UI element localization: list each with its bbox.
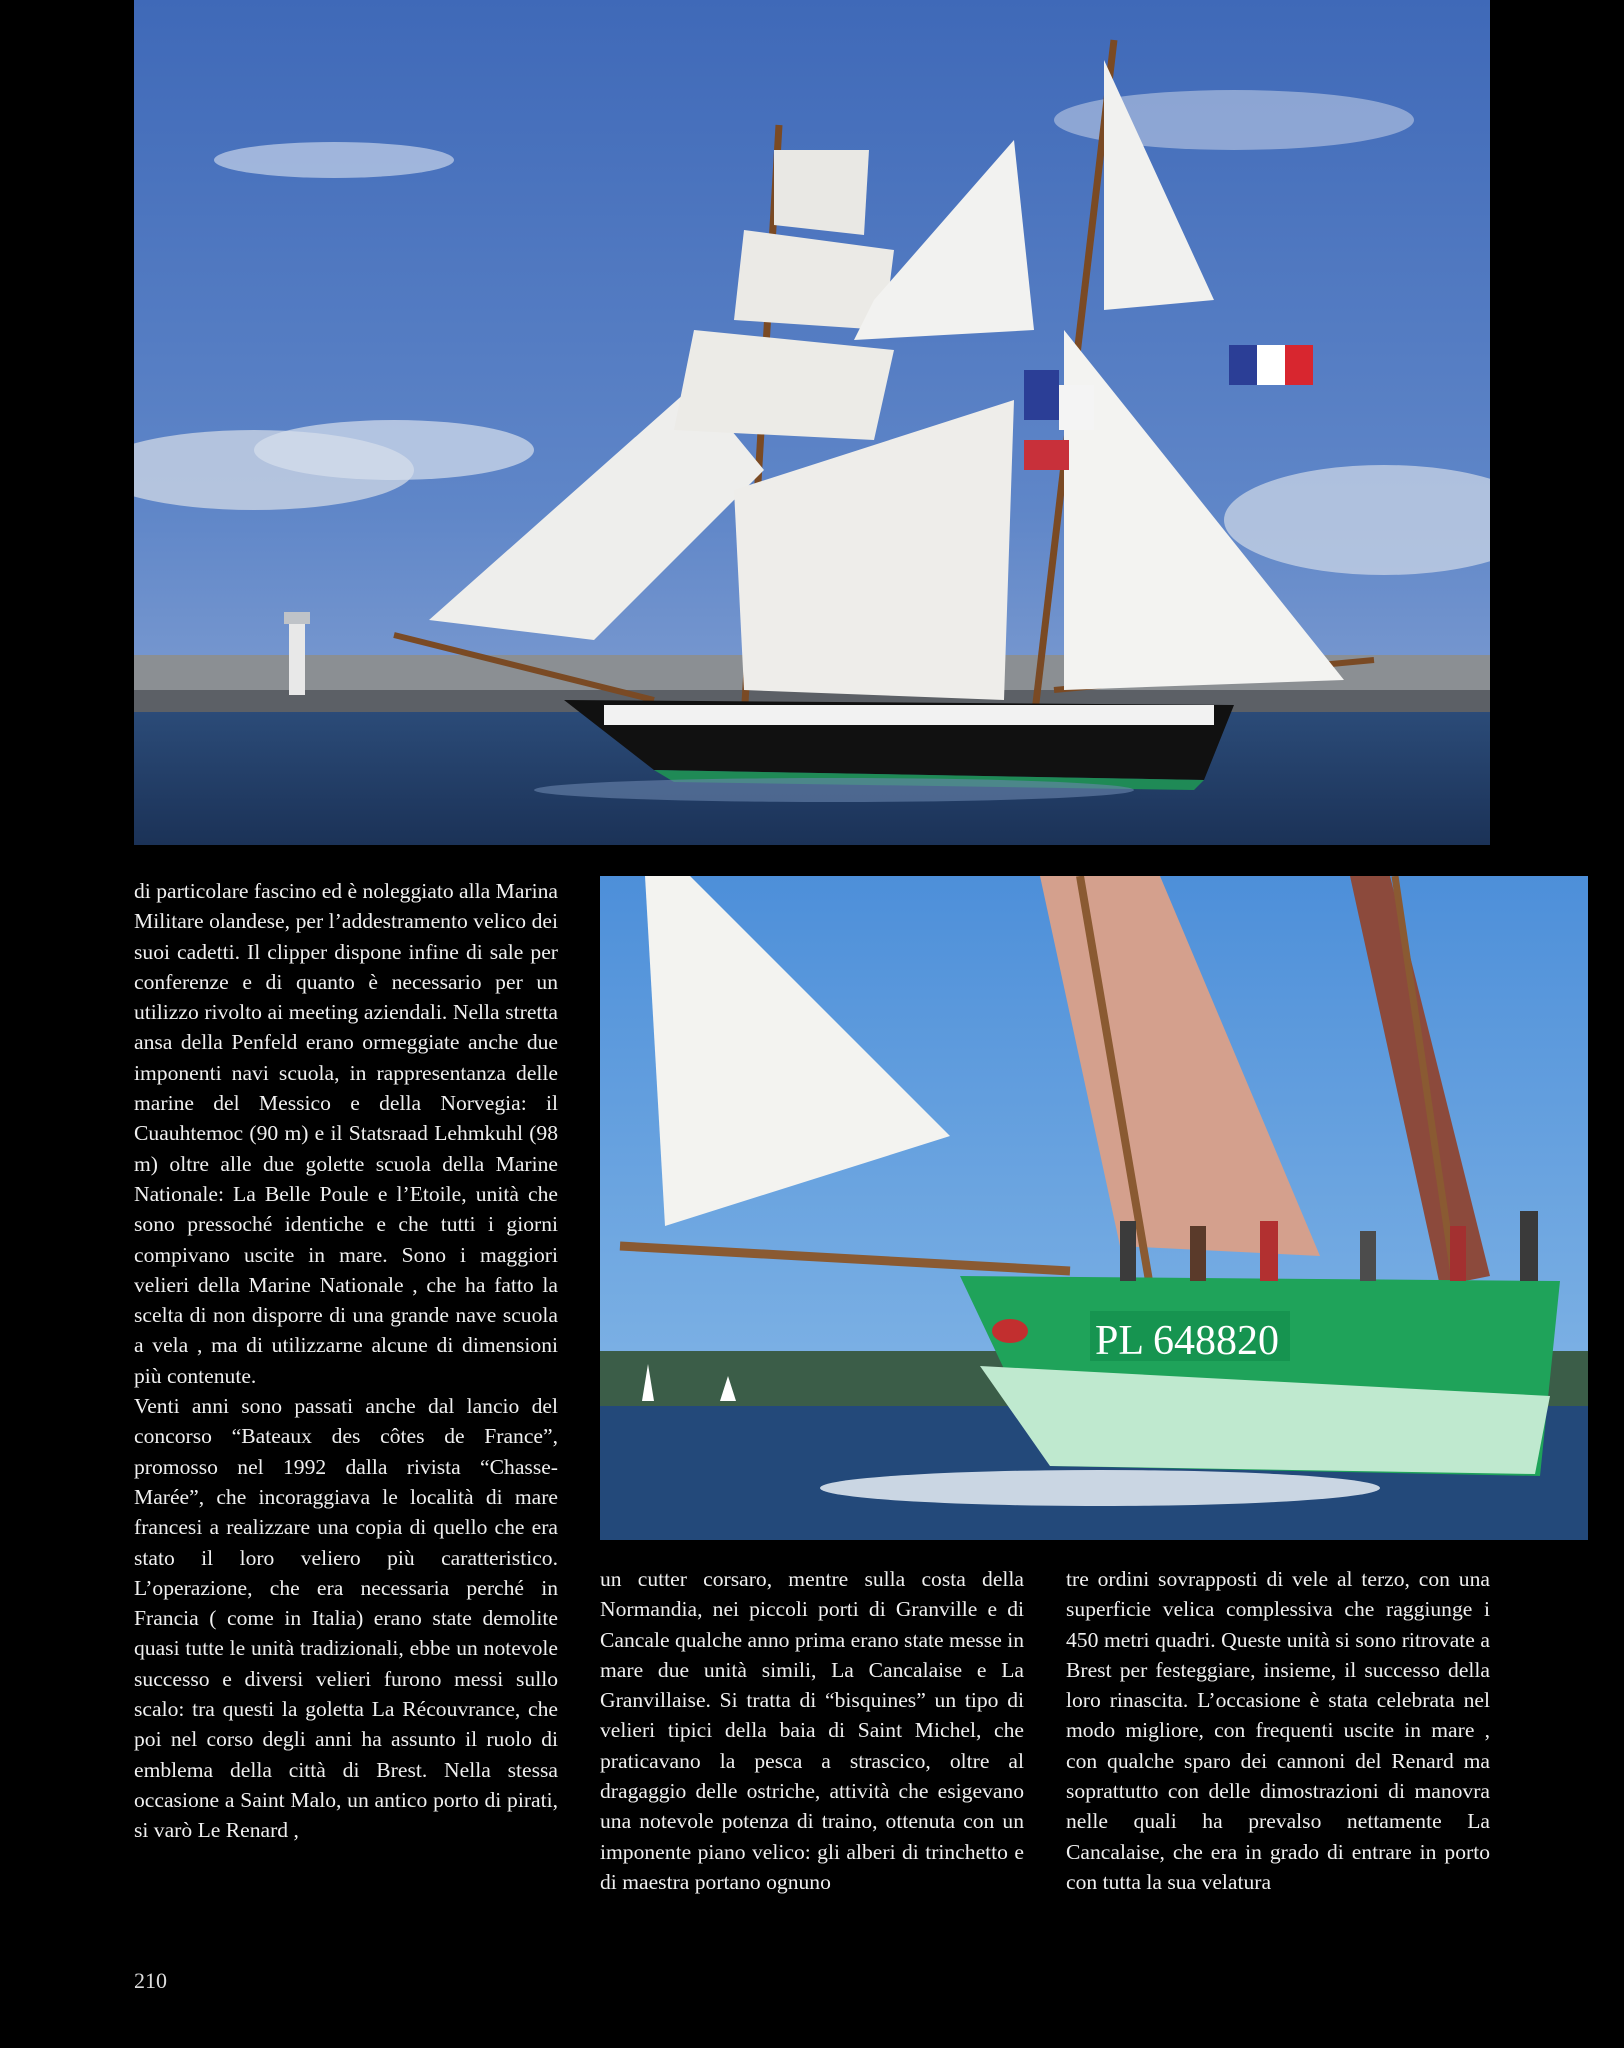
hull-registration: PL 648820	[1095, 1318, 1279, 1364]
photo-bisquine	[600, 876, 1588, 1540]
bisquine-illustration	[600, 876, 1588, 1540]
article-column-left	[134, 876, 558, 1926]
photo-schooner	[134, 0, 1490, 845]
article-paragraph: Venti anni sono passati anche dal lancio del concorso “Bateaux des côtes de France”, promosso nel 1992 dalla rivista “Chasse-Marée”, che incoraggiava le località di mare francesi a realizzare una copia di quello che era stato il loro veliero più caratteristico. L’operazione, che era necessaria perché in Francia ( come in Italia) erano state demolite quasi tutte le unità tradizionali, ebbe un notevole successo e diversi velieri furono messi sullo scalo: tra questi la goletta La Récouvrance, che poi nel corso degli anni ha assunto il ruolo di emblema della città di Brest. Nella stessa occasione a Saint Malo, un antico porto di pirati, si varò Le Renard ,	[134, 1394, 558, 1843]
article-column-right	[1066, 1564, 1490, 1924]
article-paragraph: di particolare fascino ed è noleggiato alla Marina Militare olandese, per l’addestramento velico dei suoi cadetti. Il clipper dispone infine di sale per conferenze e di quanto è necessario per un utilizzo rivolto ai meeting aziendali. Nella stretta ansa della Penfeld erano ormeggiate anche due imponenti navi scuola, in rappresentanza delle marine del Messico e della Norvegia: il Cuauhtemoc (90 m) e il Statsraad Lehmkuhl (98 m) oltre alle due golette scuola della Marine Nationale: La Belle Poule e l’Etoile, unità che sono pressoché identiche e che tutti i giorni compivano uscite in mare. Sono i maggiori velieri della Marine Nationale , che ha fatto la scelta di non disporre di una grande nave scuola a vela , ma di utilizzarne alcune di dimensioni più contenute.	[134, 879, 558, 1388]
page-number: 210	[134, 1968, 167, 1993]
schooner-illustration	[134, 0, 1490, 845]
article-paragraph: tre ordini sovrapposti di vele al terzo, con una superficie velica complessiva che raggiunge i 450 metri quadri. Queste unità si sono ritrovate a Brest per festeggiare, insieme, il successo della loro rinascita. L’occasione è stata celebrata nel modo migliore, con frequenti uscite in mare , con qualche sparo dei cannoni del Renard ma soprattutto con delle dimostrazioni di manovra nelle quali ha prevalso nettamente La Cancalaise, che era in grado di entrare in porto con tutta la sua velatura	[1066, 1567, 1490, 1894]
article-column-middle	[600, 1564, 1024, 1924]
article-paragraph: un cutter corsaro, mentre sulla costa della Normandia, nei piccoli porti di Granville e di Cancale qualche anno prima erano state messe in mare due unità simili, La Cancalaise e La Granvillaise. Si tratta di “bisquines” un tipo di velieri tipici della baia di Saint Michel, che praticavano la pesca a strascico, oltre al dragaggio delle ostriche, attività che esigevano una notevole potenza di traino, ottenuta con un imponente piano velico: gli alberi di trinchetto e di maestra portano ognuno	[600, 1567, 1024, 1894]
